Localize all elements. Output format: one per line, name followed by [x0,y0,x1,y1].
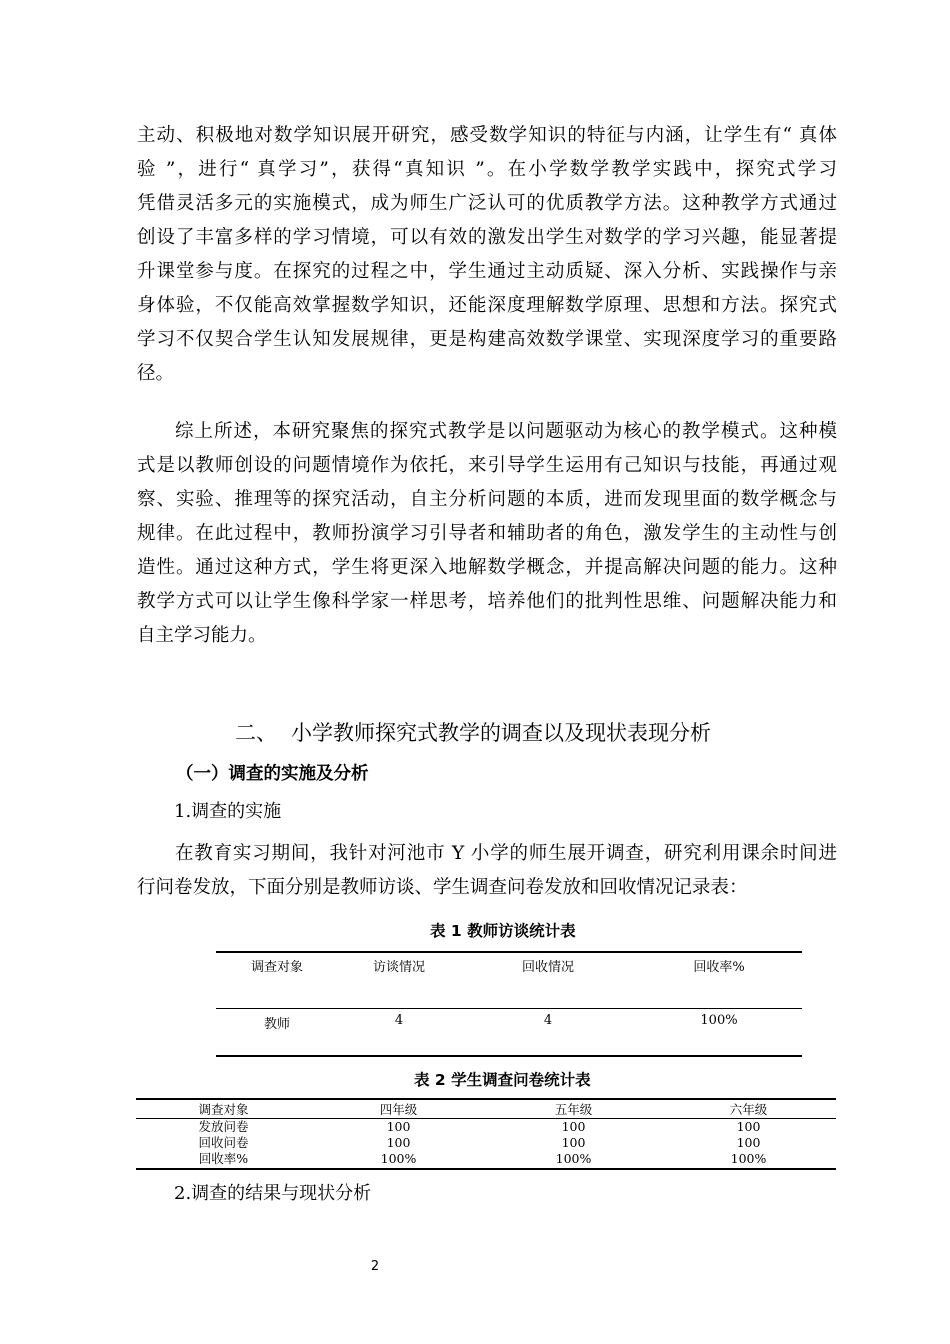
table-header-cell: 调查对象 [250,960,303,975]
table-cell: 100 [561,1119,586,1134]
table1-caption: 表 1 教师访谈统计表 [430,922,576,940]
paragraph-line: 径。 [137,363,175,384]
paragraph-line: 升课堂参与度。在探究的过程之中，学生通过主动质疑、深入分析、实践操作与亲 [137,261,837,282]
table-header-cell: 四年级 [379,1102,418,1117]
subheading-1: 1.调查的实施 [174,801,282,822]
table-header-cell: 回收率% [693,960,745,975]
table-cell: 发放问卷 [198,1119,249,1134]
paragraph-line: 验 ”，进行“ 真学习”，获得“真知识 ”。在小学数学教学实践中，探究式学习 [137,159,837,180]
table-header-cell: 访谈情况 [372,960,425,975]
table2-caption: 表 2 学生调查问卷统计表 [414,1071,591,1089]
paragraph-line: 式是以教师创设的问题情境作为依托，来引导学生运用有己知识与技能，再通过观 [137,455,837,476]
paragraph-line: 在教育实习期间，我针对河池市 Y 小学的师生展开调查，研究利用课余时间进 [175,843,837,864]
paragraph-line: 综上所述，本研究聚焦的探究式教学是以问题驱动为核心的教学模式。这种模 [175,421,837,442]
section-heading [235,718,711,748]
table1 [216,951,802,1057]
paragraph-line: 行问卷发放，下面分别是教师访谈、学生调查问卷发放和回收情况记录表： [137,877,748,898]
section-title: 小学教师探究式教学的调查以及现状表现分析 [291,721,711,745]
paragraph-line: 创设了丰富多样的学习情境，可以有效的激发出学生对数学的学习兴趣，能显著提 [137,227,837,248]
paragraph-line: 察、实验、推理等的探究活动，自主分析问题的本质，进而发现里面的数学概念与 [137,489,837,510]
table-cell: 4 [394,1013,404,1028]
table-cell: 100 [736,1135,761,1150]
table-header-cell: 调查对象 [198,1102,249,1117]
table-rule [216,951,802,953]
table-rule [216,1008,802,1009]
paragraph-line: 学习不仅契合学生认知发展规律，更是构建高效数学课堂、实现深度学习的重要路 [137,329,837,350]
table-cell: 100% [700,1013,738,1028]
table-cell: 100 [736,1119,761,1134]
table-cell: 100 [561,1135,586,1150]
page-number: 2 [370,1259,380,1274]
table-rule [136,1098,836,1100]
table2 [136,1098,836,1170]
paragraph-line: 凭借灵活多元的实施模式，成为师生广泛认可的优质教学方法。这种教学方式通过 [137,193,837,214]
paragraph-line: 身体验，不仅能高效掌握数学知识，还能深度理解数学原理、思想和方法。探究式 [137,295,837,316]
table-cell: 回收率% [198,1151,249,1166]
paragraph-line: 规律。在此过程中，教师扮演学习引导者和辅助者的角色，激发学生的主动性与创 [137,523,837,544]
table-cell: 100% [730,1151,767,1166]
table-cell: 教师 [263,1017,290,1032]
table-header-cell: 六年级 [729,1102,768,1117]
table-header-cell: 五年级 [554,1102,593,1117]
section-number: 二、 [235,721,277,745]
table-cell: 4 [543,1013,553,1028]
table-cell: 100 [386,1119,411,1134]
table-cell: 100 [386,1135,411,1150]
subsection-heading: （一）调查的实施及分析 [176,764,369,784]
table-rule [136,1168,836,1170]
paragraph-line: 造性。通过这种方式，学生将更深入地解数学概念，并提高解决问题的能力。这种 [137,557,837,578]
paragraph-line: 教学方式可以让学生像科学家一样思考，培养他们的批判性思维、问题解决能力和 [137,591,837,612]
table-cell: 100% [555,1151,592,1166]
table-cell: 回收问卷 [198,1135,249,1150]
table-cell: 100% [380,1151,417,1166]
table-rule [216,1055,802,1057]
table-header-cell: 回收情况 [521,960,574,975]
subheading-2: 2.调查的结果与现状分析 [174,1183,372,1204]
paragraph-line: 主动、积极地对数学知识展开研究，感受数学知识的特征与内涵，让学生有“ 真体 [137,125,837,146]
paragraph-line: 自主学习能力。 [137,625,267,646]
